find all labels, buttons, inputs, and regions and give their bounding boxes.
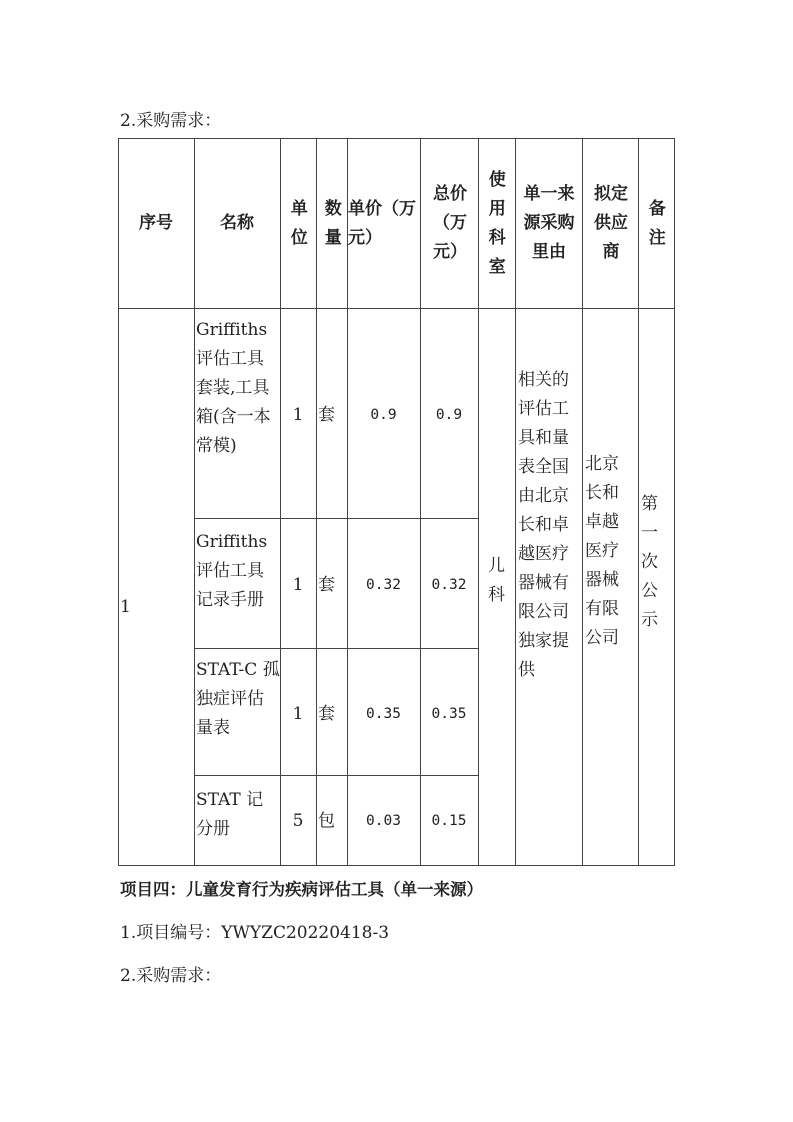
item-unit-price: 0.35 — [366, 706, 401, 722]
header-unit: 单位 — [290, 198, 308, 248]
section-heading-procurement-2: 2.采购需求： — [120, 966, 222, 986]
item-name: Griffiths评估工具套装,工具箱(含一本常模) — [196, 320, 271, 456]
header-supplier: 拟定供应商 — [594, 184, 628, 262]
header-name: 名称 — [220, 213, 254, 233]
col-divider — [478, 138, 479, 866]
row-divider — [194, 518, 478, 519]
item-total-price: 0.15 — [431, 813, 467, 829]
remark-value: 第一次公示 — [641, 494, 658, 630]
item-unit-price: 0.9 — [370, 407, 397, 423]
header-qty: 数量 — [324, 198, 342, 248]
item-unit: 1 — [292, 575, 304, 595]
item-unit: 1 — [292, 704, 304, 724]
item-name: Griffiths评估工具记录手册 — [196, 532, 268, 610]
item-name: STAT 记分册 — [196, 790, 264, 839]
section-heading-procurement: 2.采购需求： — [120, 111, 222, 131]
reason-value: 相关的评估工具和量表全国由北京长和卓越医疗器械有限公司独家提供 — [518, 370, 569, 680]
header-divider — [118, 308, 675, 309]
project-number: 1.项目编号：YWYZC20220418-3 — [120, 923, 390, 943]
supplier-value: 北京长和卓越医疗器械有限公司 — [585, 454, 619, 648]
item-unit-price: 0.32 — [366, 577, 401, 593]
col-divider — [420, 138, 421, 866]
item-qty: 套 — [318, 704, 335, 724]
col-divider — [316, 138, 317, 866]
item-qty: 套 — [318, 575, 335, 595]
col-divider — [638, 138, 639, 866]
item-unit: 5 — [292, 811, 304, 831]
item-total-price: 0.35 — [431, 706, 467, 722]
header-dept: 使用科室 — [488, 169, 506, 277]
item-unit-price: 0.03 — [366, 813, 401, 829]
seq-value: 1 — [120, 597, 131, 617]
item-total-price: 0.9 — [435, 407, 463, 423]
item-qty: 套 — [318, 405, 335, 425]
header-unit-price: 单价（万元） — [348, 198, 416, 248]
header-reason: 单一来源采购里由 — [523, 184, 575, 262]
dept-value: 儿科 — [488, 556, 505, 605]
header-remark: 备注 — [648, 198, 666, 248]
header-seq: 序号 — [139, 213, 173, 233]
row-divider — [194, 648, 478, 649]
item-total-price: 0.32 — [431, 577, 467, 593]
item-unit: 1 — [292, 405, 304, 425]
row-divider — [194, 775, 478, 776]
col-divider — [582, 138, 583, 866]
col-divider — [280, 138, 281, 866]
item-name: STAT-C 孤独症评估量表 — [196, 660, 280, 738]
header-total-price: 总价（万元） — [433, 184, 467, 262]
col-divider — [515, 138, 516, 866]
project-title: 项目四：儿童发育行为疾病评估工具（单一来源） — [120, 880, 483, 899]
item-qty: 包 — [318, 811, 335, 831]
